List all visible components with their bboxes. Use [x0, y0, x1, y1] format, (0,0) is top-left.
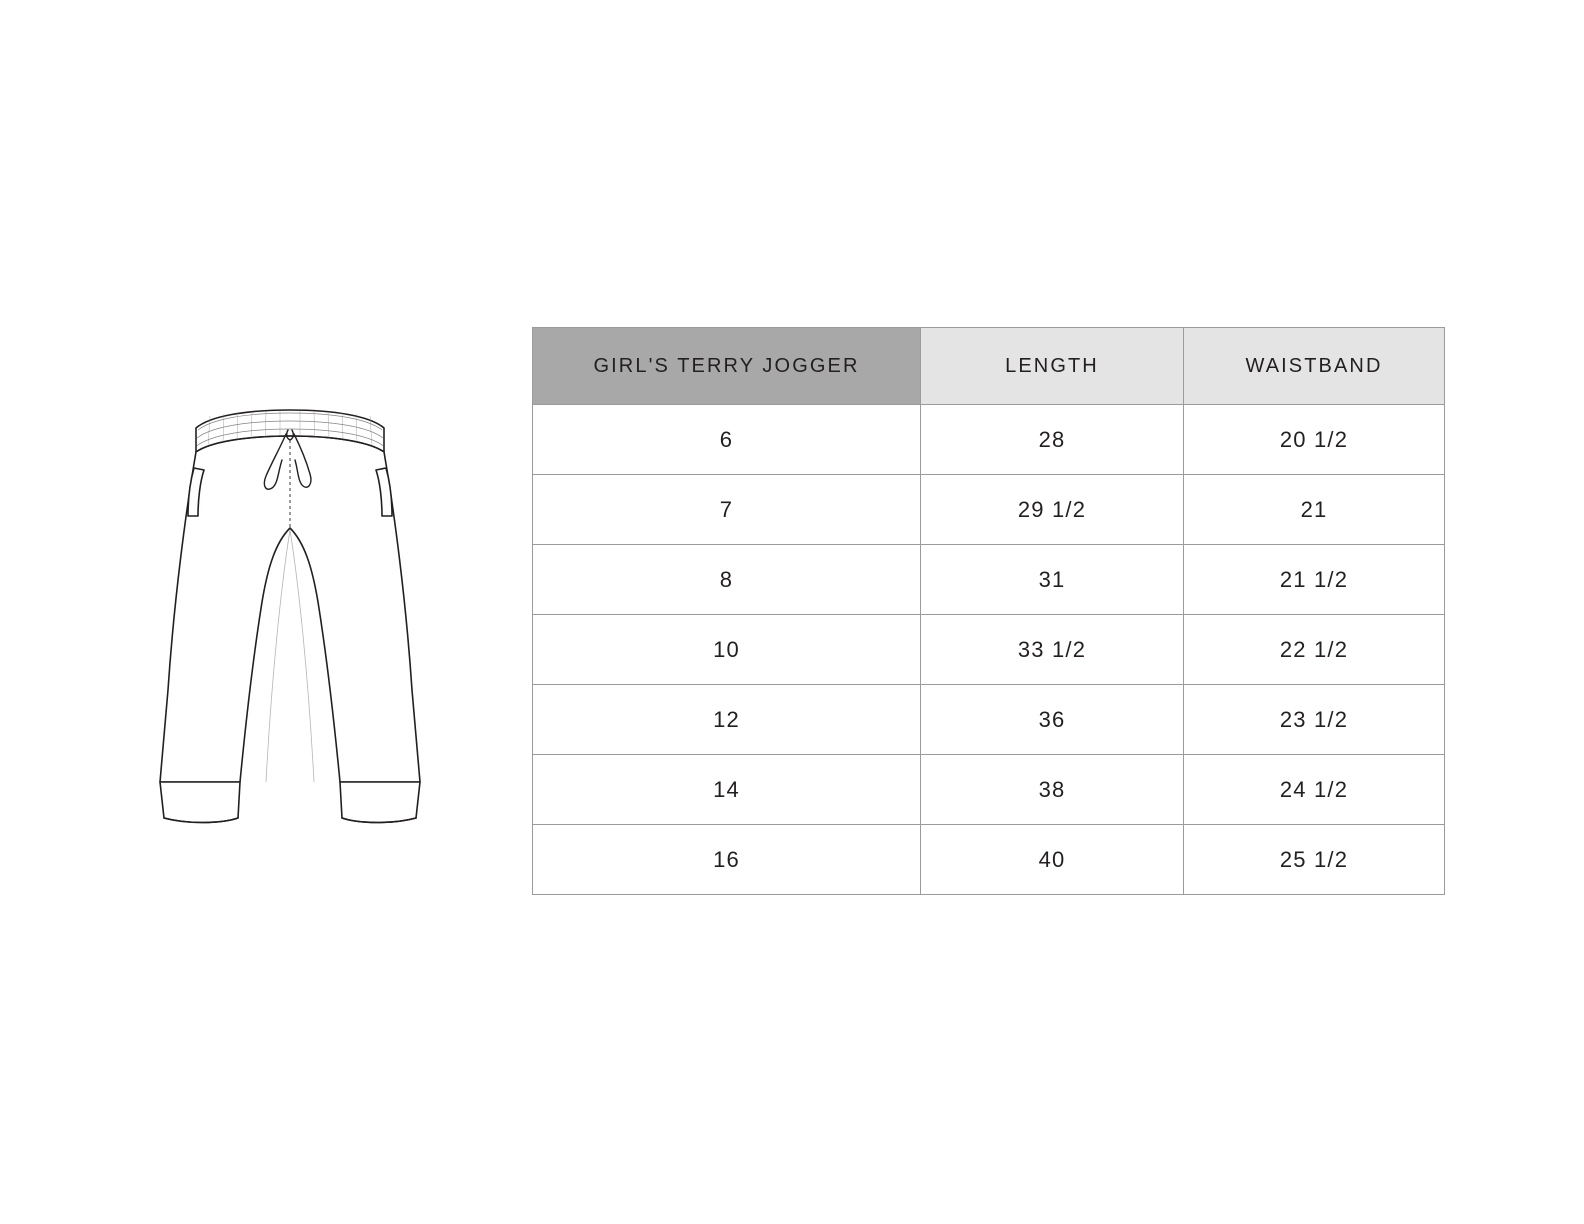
- cell-size: 14: [533, 755, 921, 825]
- table-row: [533, 755, 1445, 825]
- cell-waistband: 24 1/2: [1184, 755, 1445, 825]
- cell-length: 29 1/2: [921, 475, 1184, 545]
- table-row: [533, 825, 1445, 895]
- column-header-length: LENGTH: [921, 328, 1184, 405]
- table-row: [533, 405, 1445, 475]
- size-chart-table: [532, 327, 1445, 895]
- table-row: [533, 545, 1445, 615]
- table-row: [533, 475, 1445, 545]
- cell-waistband: 23 1/2: [1184, 685, 1445, 755]
- cell-waistband: 25 1/2: [1184, 825, 1445, 895]
- size-chart-table-container: [532, 327, 1444, 895]
- column-header-waistband: WAISTBAND: [1184, 328, 1445, 405]
- cell-size: 10: [533, 615, 921, 685]
- cell-size: 8: [533, 545, 921, 615]
- table-row: [533, 685, 1445, 755]
- column-header-style: GIRL'S TERRY JOGGER: [533, 328, 921, 405]
- cell-size: 7: [533, 475, 921, 545]
- table-header-row: [533, 328, 1445, 405]
- cell-length: 28: [921, 405, 1184, 475]
- cell-waistband: 22 1/2: [1184, 615, 1445, 685]
- cell-size: 16: [533, 825, 921, 895]
- cell-length: 40: [921, 825, 1184, 895]
- cell-size: 12: [533, 685, 921, 755]
- table-row: [533, 615, 1445, 685]
- cell-length: 33 1/2: [921, 615, 1184, 685]
- cell-length: 38: [921, 755, 1184, 825]
- cell-waistband: 21: [1184, 475, 1445, 545]
- cell-waistband: 20 1/2: [1184, 405, 1445, 475]
- cell-length: 36: [921, 685, 1184, 755]
- cell-waistband: 21 1/2: [1184, 545, 1445, 615]
- cell-length: 31: [921, 545, 1184, 615]
- cell-size: 6: [533, 405, 921, 475]
- girls-terry-jogger-technical-flat-illustration: [150, 390, 430, 840]
